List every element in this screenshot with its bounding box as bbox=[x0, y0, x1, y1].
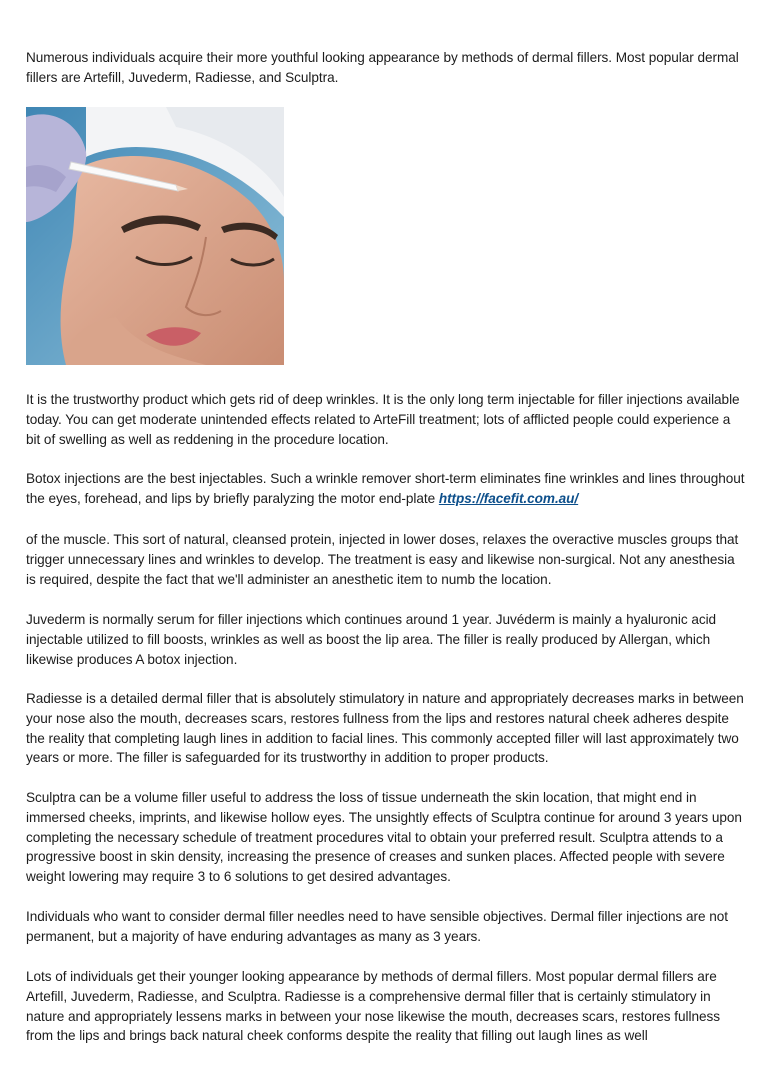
treatment-photo bbox=[26, 107, 284, 365]
expectations-paragraph: Individuals who want to consider dermal filler needles need to have sensible objectives. Dermal filler injections are not permanent, but a majority of have enduring advantages as many as 3 years. bbox=[26, 909, 728, 944]
radiesse-paragraph: Radiesse is a detailed dermal filler that is absolutely stimulatory in nature and appropriately decreases marks in between your nose also the mouth, decreases scars, restores fullness from the lips and restores natural cheek adheres despite the reality that completing laugh lines in addition to facial lines. This commonly accepted filler will last approximately two years or more. The filler is safeguarded for its trustworthy in addition to proper products. bbox=[26, 691, 744, 766]
facefit-link[interactable]: https://facefit.com.au/ bbox=[438, 490, 579, 506]
summary-paragraph: Lots of individuals get their younger looking appearance by methods of dermal fillers. Most popular dermal fillers are Artefill, Juvederm, Radiesse, and Sculptra. Radiesse is a comprehensive dermal filler that is certainly stimulatory in nature and appropriately lessens marks in between your nose likewise the mouth, decreases scars, restores fullness from the lips and brings back natural cheek conforms despite the reality that filling out laugh lines as well bbox=[26, 969, 720, 1044]
artefill-paragraph: It is the trustworthy product which gets rid of deep wrinkles. It is the only long term injectable for filler injections available today. You can get moderate unintended effects related to ArteFill treatment; lots of afflicted people could experience a bit of swelling as well as reddening in the procedure location. bbox=[26, 392, 740, 447]
juvederm-paragraph: Juvederm is normally serum for filler injections which continues around 1 year. Juvéderm is mainly a hyaluronic acid injectable utilized to fill boosts, wrinkles as well as boost the lip area. The filler is really produced by Allergan, which likewise produces A botox injection. bbox=[26, 612, 717, 667]
muscle-paragraph: of the muscle. This sort of natural, cleansed protein, injected in lower doses, relaxes the overactive muscles groups that trigger unnecessary lines and wrinkles to develop. The treatment is easy and likewise non-surgical. Not any anesthesia is required, despite the fact that we'll administer an anesthetic item to numb the location. bbox=[26, 532, 739, 587]
intro-paragraph: Numerous individuals acquire their more youthful looking appearance by methods of dermal fillers. Most popular dermal fillers are Artefill, Juvederm, Radiesse, and Sculptra. bbox=[26, 50, 739, 85]
botox-paragraph bbox=[26, 469, 748, 509]
botox-text: Botox injections are the best injectables. Such a wrinkle remover short-term eliminates fine wrinkles and lines throughout the eyes, forehead, and lips by briefly paralyzing the motor end-plate bbox=[26, 471, 745, 506]
sculptra-paragraph: Sculptra can be a volume filler useful to address the loss of tissue underneath the skin location, that might end in immersed cheeks, imprints, and likewise hollow eyes. The unsightly effects of Sculptra continue for around 3 years upon completing the necessary schedule of treatment procedures vital to obtain your preferred result. Sculptra attends to a progressive boost in skin density, increasing the presence of creases and sunken places. Affected people with severe weight lowering may require 3 to 6 solutions to get desired advantages. bbox=[26, 790, 742, 885]
treatment-photo-graphic bbox=[26, 107, 284, 365]
